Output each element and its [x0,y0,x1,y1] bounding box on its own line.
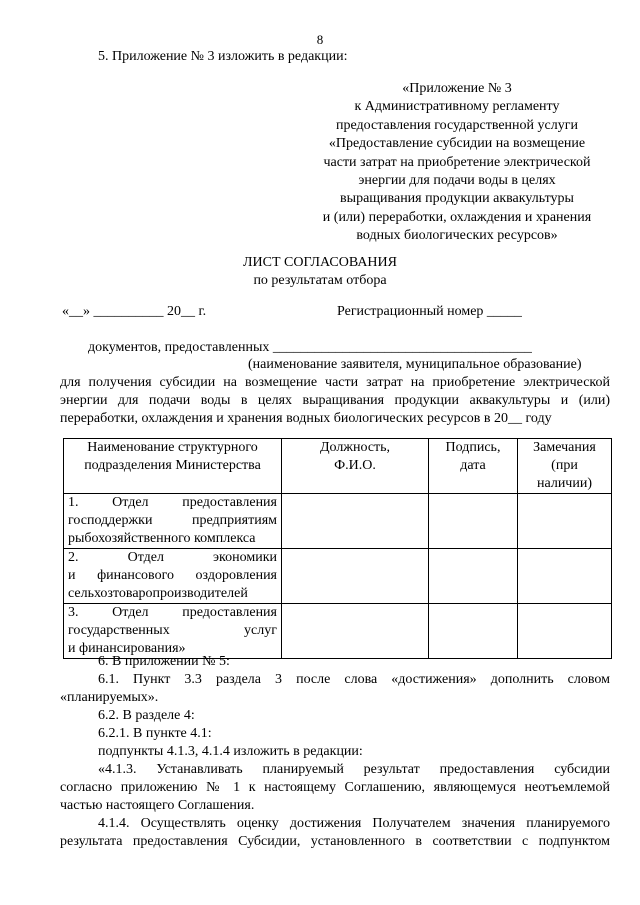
table-header-row [64,439,612,494]
approval-table [63,438,612,659]
body-line: частью настоящего Соглашения. [60,798,255,813]
remarks-cell[interactable] [518,549,612,604]
body-line: 6. В приложении № 5: [98,654,230,669]
position-name-cell[interactable] [282,549,429,604]
body-line: 6.2.1. В пункте 4.1: [98,726,212,741]
body-line: результата предоставления Субсидии, установленного в соответствии с подпунктом [60,834,610,849]
remarks-cell[interactable] [518,494,612,549]
sheet-title: ЛИСТ СОГЛАСОВАНИЯ [243,255,397,270]
table-row [64,604,612,659]
applicant-hint: (наименование заявителя, муниципальное образование) [248,357,582,372]
body-line: согласно приложению № 1 к настоящему Соглашению, являющемуся неотъемлемой [60,780,610,795]
appendix-header-line: «Предоставление субсидии на возмещение [328,136,586,152]
registration-number: Регистрационный номер _____ [337,304,522,319]
appendix-header-line: выращивания продукции аквакультуры [340,191,574,207]
position-name-cell[interactable] [282,494,429,549]
signature-date-cell[interactable] [429,549,518,604]
appendix-header-line: «Приложение № 3 [402,81,512,96]
table-row [64,494,612,549]
body-line: 4.1.4. Осуществлять оценку достижения Получателем значения планируемого [98,816,610,831]
date-line: «__» __________ 20__ г. [62,304,207,319]
signature-date-cell[interactable] [429,494,518,549]
purpose-line: энергии для подачи воды в целях выращивания продукции аквакультуры и (или) [60,393,610,408]
header-department: Наименование структурного подразделения Министерства [64,439,282,494]
body-line: подпункты 4.1.3, 4.1.4 изложить в редакции: [98,744,363,759]
body-line: «4.1.3. Устанавливать планируемый результат предоставления субсидии [98,762,610,777]
appendix-header [300,80,614,246]
department-cell: 1. Отдел предоставления господдержки предприятиям рыбохозяйственного комплекса [64,494,282,549]
body-line: 6.1. Пункт 3.3 раздела 3 после слова «достижения» дополнить словом [98,672,610,687]
remarks-cell[interactable] [518,604,612,659]
purpose-line: переработки, охлаждения и хранения водных биологических ресурсов в 20__ году [60,411,552,426]
appendix-header-line: энергии для подачи воды в целях [358,173,556,189]
item-5-text: 5. Приложение № 3 изложить в редакции: [98,49,348,64]
appendix-header-line: к Административному регламенту [354,99,560,115]
appendix-header-line: и (или) переработки, охлаждения и хранения [322,209,592,225]
sheet-subtitle: по результатам отбора [253,273,387,288]
body-line: «планируемых». [60,690,159,705]
appendix-header-line: предоставления государственной услуги [336,117,578,133]
appendix-header-line: водных биологических ресурсов» [356,228,558,244]
department-cell: 2. Отдел экономики и финансового оздоровления сельхозтоваропроизводителей [64,549,282,604]
header-remarks: Замечания (при наличии) [518,439,612,494]
position-name-cell[interactable] [282,604,429,659]
body-line: 6.2. В разделе 4: [98,708,195,723]
documents-line: документов, предоставленных _____________________________________ [88,340,532,355]
header-signature-date: Подпись, дата [429,439,518,494]
signature-date-cell[interactable] [429,604,518,659]
appendix-header-line: части затрат на приобретение электрической [323,154,591,170]
header-position-name: Должность, Ф.И.О. [282,439,429,494]
department-cell: 3. Отдел предоставления государственных услуг и финансирования» [64,604,282,659]
table-row [64,549,612,604]
page-number: 8 [316,32,324,47]
purpose-line: для получения субсидии на возмещение части затрат на приобретение электрической [60,375,610,390]
